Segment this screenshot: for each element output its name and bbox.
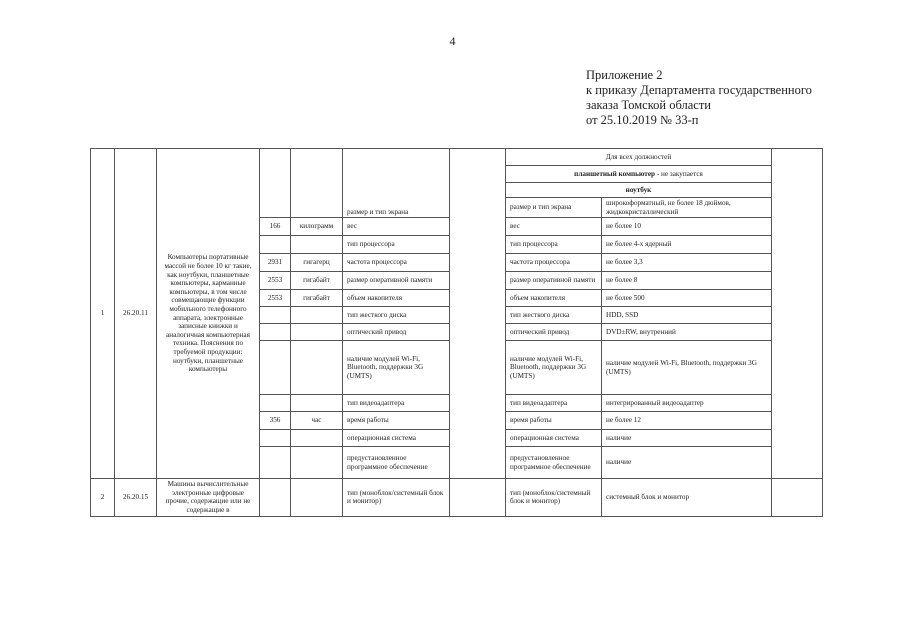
okei-code-cell (260, 479, 291, 516)
characteristic-cell-2: наличие модулей Wi-Fi, Bluetooth, поддержки 3G (UMTS) (506, 341, 602, 395)
characteristic-cell: объем накопителя (343, 290, 450, 307)
unit-cell: гигабайт (291, 290, 343, 307)
okei-code-cell (260, 324, 291, 341)
characteristic-cell: операционная система (343, 430, 450, 447)
item-number: 1 (91, 149, 115, 479)
requirements-table (90, 148, 823, 517)
unit-cell (291, 307, 343, 324)
value-cell: не более 12 (602, 412, 772, 430)
characteristic-cell-2: объем накопителя (506, 290, 602, 307)
okpd2-code: 26.20.15 (115, 479, 157, 516)
value-cell: HDD, SSD (602, 307, 772, 324)
appendix-line-3: заказа Томской области (586, 98, 711, 112)
notebook-label: ноутбук (506, 183, 772, 198)
table-row (91, 479, 823, 516)
appendix-header (586, 68, 812, 128)
blank-column (772, 479, 823, 516)
okei-code-cell (260, 341, 291, 395)
value-cell: DVD±RW, внутренний (602, 324, 772, 341)
characteristic-cell-2: тип жесткого диска (506, 307, 602, 324)
value-cell: не более 3,3 (602, 254, 772, 272)
value-cell: не более 500 (602, 290, 772, 307)
appendix-line-2: к приказу Департамента государственного (586, 83, 812, 97)
item-number: 2 (91, 479, 115, 516)
blank-column (772, 149, 823, 479)
item-name: Машины вычислительные электронные цифровые прочие, содержащие или не содержащие в (157, 479, 260, 516)
tablet-note (506, 166, 772, 183)
characteristic-cell-2: тип (моноблок/системный блок и монитор) (506, 479, 602, 516)
characteristic-cell: тип (моноблок/системный блок и монитор) (343, 479, 450, 516)
characteristic-cell-2: размер и тип экрана (506, 198, 602, 218)
blank-column (450, 149, 506, 479)
characteristic-cell: предустановленное программное обеспечение (343, 447, 450, 479)
characteristic-cell: частота процессора (343, 254, 450, 272)
characteristic-cell: тип жесткого диска (343, 307, 450, 324)
value-cell: наличие (602, 447, 772, 479)
okei-code-cell: 356 (260, 412, 291, 430)
okei-code-cell: 2931 (260, 254, 291, 272)
unit-cell (291, 395, 343, 412)
unit-cell (291, 324, 343, 341)
item-name: Компьютеры портативные массой не более 10 кг такие, как ноутбуки, планшетные компьютеры, карманные компьютеры, в том числе совмещающие функции мобильного телефонного аппарата, электронные записные книжки и аналогичная компьютерная техника. Пояснения по требуемой продукции: ноутбуки, планшетные компьютеры (157, 149, 260, 479)
okei-code-cell: 166 (260, 218, 291, 236)
characteristic-cell-2: вес (506, 218, 602, 236)
value-cell: не более 4-х ядерный (602, 236, 772, 254)
okei-code-cell (260, 236, 291, 254)
value-cell: интегрированный видеоадаптер (602, 395, 772, 412)
characteristic-cell: тип процессора (343, 236, 450, 254)
value-cell: наличие (602, 430, 772, 447)
okei-code-cell (260, 430, 291, 447)
unit-cell (291, 341, 343, 395)
characteristic-cell: размер и тип экрана (343, 149, 450, 218)
characteristic-cell: тип видеоадаптера (343, 395, 450, 412)
okei-code-cell (260, 149, 291, 218)
okei-code-cell (260, 395, 291, 412)
characteristic-cell-2: тип видеоадаптера (506, 395, 602, 412)
unit-cell (291, 447, 343, 479)
unit-cell (291, 149, 343, 218)
characteristic-cell: время работы (343, 412, 450, 430)
unit-cell: килограмм (291, 218, 343, 236)
value-cell: наличие модулей Wi-Fi, Bluetooth, поддержки 3G (UMTS) (602, 341, 772, 395)
okpd2-code: 26.20.11 (115, 149, 157, 479)
characteristic-cell-2: тип процессора (506, 236, 602, 254)
characteristic-cell-2: операционная система (506, 430, 602, 447)
unit-cell (291, 479, 343, 516)
value-cell: широкоформатный, не более 18 дюймов, жидкокристаллический (602, 198, 772, 218)
appendix-line-4: от 25.10.2019 № 33-п (586, 113, 699, 127)
okei-code-cell (260, 307, 291, 324)
unit-cell: час (291, 412, 343, 430)
characteristic-cell-2: оптический привод (506, 324, 602, 341)
unit-cell (291, 430, 343, 447)
characteristic-cell: размер оперативной памяти (343, 272, 450, 290)
tablet-note-rest: - не закупается (655, 169, 703, 178)
characteristic-cell-2: предустановленное программное обеспечение (506, 447, 602, 479)
tablet-note-bold: планшетный компьютер (574, 169, 656, 178)
unit-cell: гигагерц (291, 254, 343, 272)
okei-code-cell (260, 447, 291, 479)
characteristic-cell-2: время работы (506, 412, 602, 430)
value-cell: не более 8 (602, 272, 772, 290)
value-cell: системный блок и монитор (602, 479, 772, 516)
unit-cell: гигабайт (291, 272, 343, 290)
blank-column (450, 479, 506, 516)
unit-cell (291, 236, 343, 254)
characteristic-cell-2: частота процессора (506, 254, 602, 272)
value-cell: не более 10 (602, 218, 772, 236)
okei-code-cell: 2553 (260, 272, 291, 290)
characteristic-cell: оптический привод (343, 324, 450, 341)
characteristic-cell: наличие модулей Wi-Fi, Bluetooth, поддержки 3G (UMTS) (343, 341, 450, 395)
characteristic-cell-2: размер оперативной памяти (506, 272, 602, 290)
okei-code-cell: 2553 (260, 290, 291, 307)
characteristic-cell: вес (343, 218, 450, 236)
all-positions-label: Для всех должностей (506, 149, 772, 166)
page-number: 4 (449, 34, 456, 48)
table-row (91, 149, 823, 166)
appendix-line-1: Приложение 2 (586, 68, 663, 82)
